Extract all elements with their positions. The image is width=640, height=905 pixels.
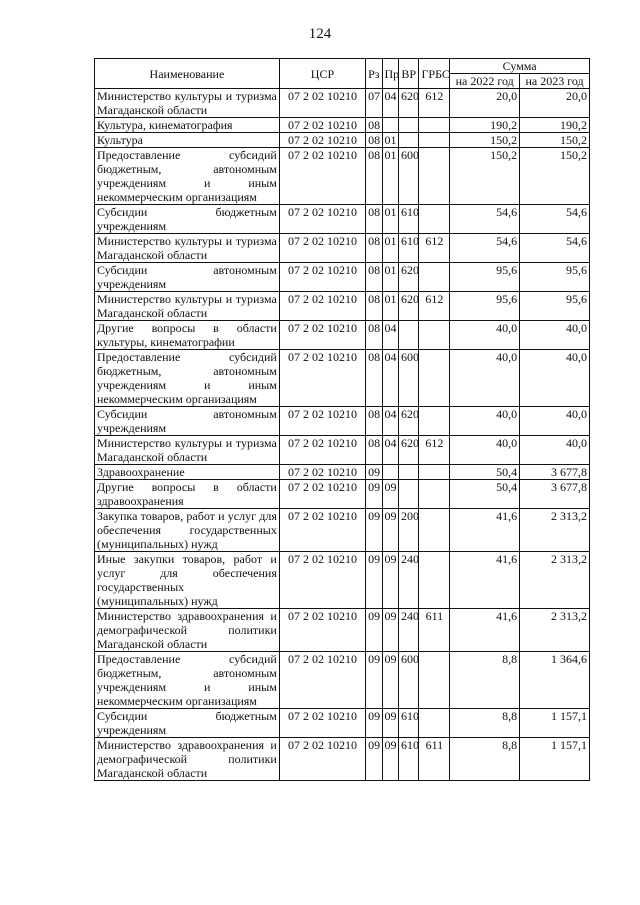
cell-pr: 04: [382, 321, 398, 350]
table-row: [95, 609, 590, 652]
cell-grbs: [419, 509, 450, 552]
cell-rz: 09: [366, 609, 382, 652]
cell-pr: 01: [382, 263, 398, 292]
table-row: [95, 407, 590, 436]
cell-sum-2023: 190,2: [520, 118, 590, 133]
cell-csr: 07 2 02 10210: [279, 118, 365, 133]
cell-sum-2023: 2 313,2: [520, 509, 590, 552]
cell-csr: 07 2 02 10210: [279, 292, 365, 321]
cell-grbs: 611: [419, 609, 450, 652]
cell-csr: 07 2 02 10210: [279, 436, 365, 465]
header-csr: ЦСР: [279, 59, 365, 89]
cell-vr: 620: [398, 89, 419, 118]
cell-csr: 07 2 02 10210: [279, 738, 365, 781]
cell-pr: 09: [382, 609, 398, 652]
cell-csr: 07 2 02 10210: [279, 205, 365, 234]
cell-sum-2023: 54,6: [520, 205, 590, 234]
cell-vr: 600: [398, 148, 419, 205]
table-row: [95, 552, 590, 609]
cell-rz: 09: [366, 738, 382, 781]
cell-sum-2023: 40,0: [520, 407, 590, 436]
cell-name: Министерство здравоохранения и демографической политики Магаданской области: [95, 738, 280, 781]
cell-sum-2022: 40,0: [450, 407, 520, 436]
header-2022: на 2022 год: [450, 74, 520, 89]
header-grbs: ГРБС: [419, 59, 450, 89]
cell-name: Культура, кинематография: [95, 118, 280, 133]
table-header-row: [95, 59, 590, 74]
cell-sum-2023: 1 364,6: [520, 652, 590, 709]
cell-sum-2022: 150,2: [450, 133, 520, 148]
header-rz: Рз: [366, 59, 382, 89]
header-pr: Пр: [382, 59, 398, 89]
cell-name: Другие вопросы в области культуры, кинематографии: [95, 321, 280, 350]
cell-sum-2023: 3 677,8: [520, 480, 590, 509]
cell-sum-2022: 95,6: [450, 292, 520, 321]
cell-sum-2023: 3 677,8: [520, 465, 590, 480]
cell-pr: 04: [382, 89, 398, 118]
cell-pr: 01: [382, 133, 398, 148]
cell-grbs: [419, 709, 450, 738]
cell-vr: 620: [398, 436, 419, 465]
cell-csr: 07 2 02 10210: [279, 89, 365, 118]
cell-csr: 07 2 02 10210: [279, 480, 365, 509]
cell-rz: 08: [366, 148, 382, 205]
table-row: [95, 133, 590, 148]
cell-grbs: [419, 480, 450, 509]
cell-rz: 08: [366, 118, 382, 133]
cell-csr: 07 2 02 10210: [279, 709, 365, 738]
cell-pr: 09: [382, 552, 398, 609]
cell-sum-2022: 8,8: [450, 738, 520, 781]
budget-table: [94, 58, 590, 781]
cell-csr: 07 2 02 10210: [279, 609, 365, 652]
cell-rz: 08: [366, 292, 382, 321]
cell-grbs: 612: [419, 89, 450, 118]
table-row: [95, 480, 590, 509]
cell-pr: 04: [382, 407, 398, 436]
cell-rz: 09: [366, 480, 382, 509]
cell-name: Министерство культуры и туризма Магаданской области: [95, 89, 280, 118]
cell-name: Субсидии бюджетным учреждениям: [95, 205, 280, 234]
cell-pr: 09: [382, 738, 398, 781]
cell-csr: 07 2 02 10210: [279, 350, 365, 407]
cell-sum-2022: 40,0: [450, 321, 520, 350]
cell-grbs: 612: [419, 292, 450, 321]
cell-sum-2023: 1 157,1: [520, 738, 590, 781]
cell-grbs: [419, 133, 450, 148]
table-row: [95, 738, 590, 781]
cell-vr: 610: [398, 709, 419, 738]
cell-vr: 240: [398, 552, 419, 609]
cell-name: Предоставление субсидий бюджетным, автономным учреждениям и иным некоммерческим организациям: [95, 350, 280, 407]
cell-vr: 620: [398, 292, 419, 321]
cell-vr: [398, 480, 419, 509]
cell-vr: 200: [398, 509, 419, 552]
cell-rz: 09: [366, 709, 382, 738]
table-row: [95, 321, 590, 350]
cell-sum-2023: 2 313,2: [520, 552, 590, 609]
cell-sum-2023: 95,6: [520, 263, 590, 292]
cell-csr: 07 2 02 10210: [279, 552, 365, 609]
cell-grbs: [419, 407, 450, 436]
table-row: [95, 292, 590, 321]
cell-vr: 240: [398, 609, 419, 652]
cell-sum-2022: 54,6: [450, 234, 520, 263]
cell-grbs: [419, 205, 450, 234]
cell-grbs: 611: [419, 738, 450, 781]
cell-name: Министерство здравоохранения и демографической политики Магаданской области: [95, 609, 280, 652]
cell-csr: 07 2 02 10210: [279, 148, 365, 205]
cell-sum-2022: 50,4: [450, 465, 520, 480]
cell-name: Субсидии бюджетным учреждениям: [95, 709, 280, 738]
cell-sum-2022: 41,6: [450, 509, 520, 552]
cell-rz: 08: [366, 407, 382, 436]
cell-name: Министерство культуры и туризма Магаданской области: [95, 436, 280, 465]
header-name: Наименование: [95, 59, 280, 89]
cell-name: Иные закупки товаров, работ и услуг для обеспечения государственных (муниципальных) нужд: [95, 552, 280, 609]
cell-sum-2023: 40,0: [520, 436, 590, 465]
header-sum: Сумма: [450, 59, 590, 74]
cell-vr: 610: [398, 205, 419, 234]
cell-rz: 09: [366, 509, 382, 552]
cell-pr: 04: [382, 436, 398, 465]
cell-rz: 09: [366, 552, 382, 609]
cell-grbs: [419, 263, 450, 292]
cell-name: Субсидии автономным учреждениям: [95, 407, 280, 436]
cell-vr: 600: [398, 652, 419, 709]
cell-name: Министерство культуры и туризма Магаданской области: [95, 292, 280, 321]
cell-csr: 07 2 02 10210: [279, 133, 365, 148]
cell-sum-2023: 2 313,2: [520, 609, 590, 652]
cell-vr: 620: [398, 263, 419, 292]
cell-grbs: [419, 552, 450, 609]
cell-grbs: [419, 321, 450, 350]
cell-rz: 08: [366, 133, 382, 148]
table-row: [95, 234, 590, 263]
cell-grbs: [419, 350, 450, 407]
table-row: [95, 89, 590, 118]
cell-pr: 09: [382, 480, 398, 509]
cell-name: Закупка товаров, работ и услуг для обеспечения государственных (муниципальных) нужд: [95, 509, 280, 552]
cell-sum-2022: 41,6: [450, 552, 520, 609]
cell-pr: 04: [382, 350, 398, 407]
cell-vr: 600: [398, 350, 419, 407]
cell-sum-2022: 20,0: [450, 89, 520, 118]
cell-sum-2023: 20,0: [520, 89, 590, 118]
cell-pr: 01: [382, 205, 398, 234]
cell-sum-2022: 41,6: [450, 609, 520, 652]
table-body: [95, 89, 590, 781]
cell-sum-2022: 40,0: [450, 436, 520, 465]
cell-vr: [398, 118, 419, 133]
table-row: [95, 436, 590, 465]
cell-name: Другие вопросы в области здравоохранения: [95, 480, 280, 509]
cell-grbs: [419, 465, 450, 480]
cell-sum-2022: 8,8: [450, 709, 520, 738]
table-row: [95, 652, 590, 709]
cell-pr: [382, 118, 398, 133]
cell-name: Субсидии автономным учреждениям: [95, 263, 280, 292]
cell-grbs: [419, 118, 450, 133]
cell-csr: 07 2 02 10210: [279, 652, 365, 709]
cell-name: Министерство культуры и туризма Магаданской области: [95, 234, 280, 263]
table-row: [95, 205, 590, 234]
cell-rz: 08: [366, 234, 382, 263]
cell-vr: [398, 321, 419, 350]
cell-rz: 08: [366, 321, 382, 350]
table-row: [95, 709, 590, 738]
cell-vr: [398, 465, 419, 480]
cell-rz: 09: [366, 652, 382, 709]
cell-name: Культура: [95, 133, 280, 148]
cell-vr: 610: [398, 738, 419, 781]
table-row: [95, 350, 590, 407]
cell-sum-2023: 150,2: [520, 148, 590, 205]
cell-rz: 09: [366, 465, 382, 480]
cell-grbs: [419, 652, 450, 709]
page-number: 124: [308, 26, 332, 42]
cell-sum-2022: 8,8: [450, 652, 520, 709]
cell-grbs: 612: [419, 234, 450, 263]
cell-sum-2022: 50,4: [450, 480, 520, 509]
cell-pr: [382, 465, 398, 480]
cell-rz: 08: [366, 436, 382, 465]
cell-sum-2022: 150,2: [450, 148, 520, 205]
cell-rz: 08: [366, 205, 382, 234]
table-row: [95, 509, 590, 552]
cell-pr: 09: [382, 709, 398, 738]
table-row: [95, 148, 590, 205]
cell-csr: 07 2 02 10210: [279, 321, 365, 350]
cell-sum-2023: 150,2: [520, 133, 590, 148]
cell-sum-2023: 1 157,1: [520, 709, 590, 738]
cell-vr: 620: [398, 407, 419, 436]
cell-sum-2023: 40,0: [520, 350, 590, 407]
cell-pr: 01: [382, 292, 398, 321]
cell-csr: 07 2 02 10210: [279, 407, 365, 436]
cell-pr: 01: [382, 148, 398, 205]
cell-rz: 07: [366, 89, 382, 118]
cell-csr: 07 2 02 10210: [279, 234, 365, 263]
cell-csr: 07 2 02 10210: [279, 263, 365, 292]
cell-sum-2022: 190,2: [450, 118, 520, 133]
cell-pr: 01: [382, 234, 398, 263]
cell-name: Здравоохранение: [95, 465, 280, 480]
cell-grbs: 612: [419, 436, 450, 465]
header-vr: ВР: [398, 59, 419, 89]
cell-rz: 08: [366, 350, 382, 407]
cell-name: Предоставление субсидий бюджетным, автономным учреждениям и иным некоммерческим организациям: [95, 148, 280, 205]
cell-pr: 09: [382, 652, 398, 709]
cell-sum-2022: 40,0: [450, 350, 520, 407]
cell-csr: 07 2 02 10210: [279, 465, 365, 480]
cell-name: Предоставление субсидий бюджетным, автономным учреждениям и иным некоммерческим организациям: [95, 652, 280, 709]
cell-sum-2023: 54,6: [520, 234, 590, 263]
cell-sum-2023: 95,6: [520, 292, 590, 321]
cell-sum-2022: 54,6: [450, 205, 520, 234]
cell-csr: 07 2 02 10210: [279, 509, 365, 552]
cell-vr: 610: [398, 234, 419, 263]
cell-sum-2022: 95,6: [450, 263, 520, 292]
cell-vr: [398, 133, 419, 148]
table-row: [95, 118, 590, 133]
header-2023: на 2023 год: [520, 74, 590, 89]
cell-rz: 08: [366, 263, 382, 292]
cell-grbs: [419, 148, 450, 205]
cell-sum-2023: 40,0: [520, 321, 590, 350]
table-row: [95, 263, 590, 292]
table-row: [95, 465, 590, 480]
cell-pr: 09: [382, 509, 398, 552]
